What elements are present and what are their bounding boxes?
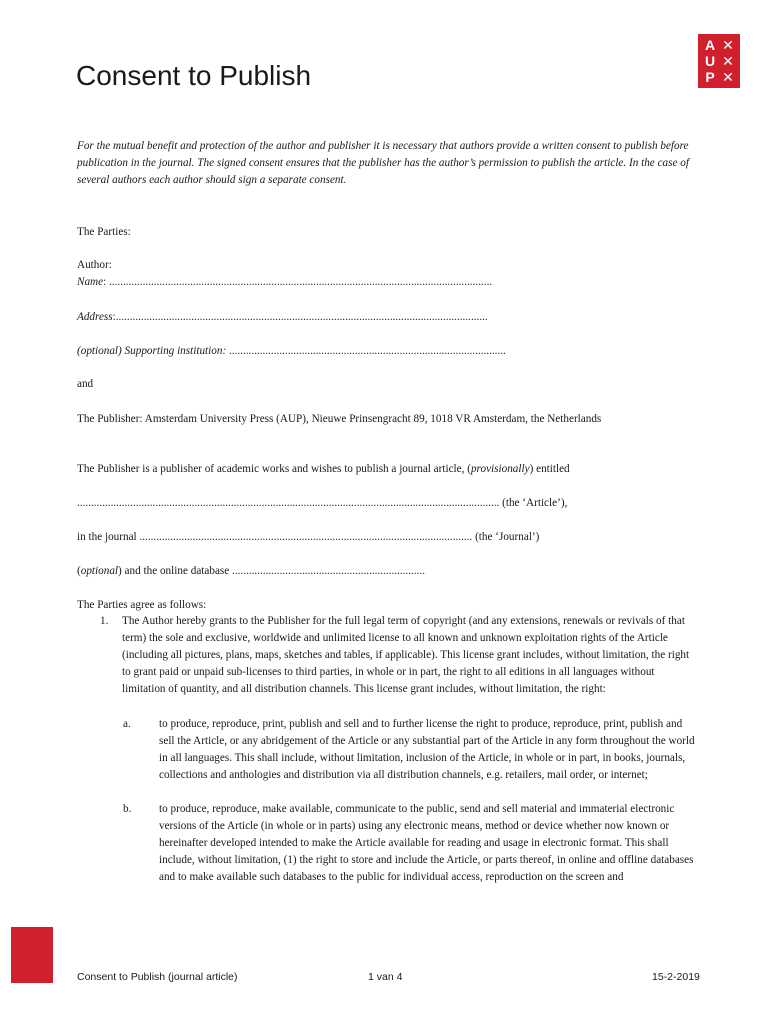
address-field[interactable] <box>77 309 488 326</box>
institution-dots: ................................................................................................... <box>226 345 506 357</box>
logo-cross-icon: ✕ <box>722 37 734 53</box>
publisher-wishes-line <box>77 461 570 478</box>
intro-paragraph: For the mutual benefit and protection of the author and publisher it is necessary that authors provide a written consent to publish before publication in the journal. The signed consent ensures that the publisher has the author’s permission to publish the article. In the case of several authors each author should sign a separate consent. <box>77 140 689 186</box>
name-label: Name <box>77 276 104 288</box>
journal-field[interactable]: in the journal ....................................................................................................................... (the ‘Journal’) <box>77 531 540 543</box>
logo-letter-p: P <box>705 69 715 85</box>
name-field[interactable] <box>77 274 492 291</box>
footer-page-number: 1 van 4 <box>368 971 403 983</box>
clause-1b-number: b. <box>123 803 132 815</box>
logo-cross-icon: ✕ <box>722 69 734 85</box>
clause-1a <box>123 716 696 784</box>
institution-field[interactable] <box>77 343 506 360</box>
database-line-text: ) and the online database ..................................................................... <box>118 565 426 577</box>
address-label: Address <box>77 311 113 323</box>
clause-1a-number: a. <box>123 718 131 730</box>
clause-1b-text: to produce, reproduce, make available, communicate to the public, send and sell material and immaterial electronic versions of the Article (in whole or in parts) using any electronic means, method or device whether now known or hereinafter developed intended to make the Article available for reading and usage in electronic format. This shall include, without limitation, (1) the right to store and include the Article, or parts thereof, in online and offline databases and to make available such databases to the public for individual access, reproduction on the screen and <box>159 803 694 883</box>
and-text: and <box>77 378 94 390</box>
author-label: Author: <box>77 259 112 271</box>
footer-doc-title: Consent to Publish (journal article) <box>77 971 238 983</box>
agree-label: The Parties agree as follows: <box>77 599 207 611</box>
logo-letter-a: A <box>704 37 716 53</box>
clause-1a-text: to produce, reproduce, print, publish and sell and to further license the right to produce, reproduce, print, publish and sell the Article, or any abridgement of the Article or any substantial part of the Article in any form throughout the world in all languages. This shall include, without limitation, inclusion of the Article, in whole or in part, in books, journals, collections and anthologies and distribution via all distribution channels, e.g. retailers, mail order, or internet; <box>159 718 695 781</box>
logo-letter-u: U <box>704 53 716 69</box>
database-field[interactable]: (optional) and the online database ..................................................................... <box>77 565 426 577</box>
publisher-paragraph: The Publisher: Amsterdam University Press (AUP), Nieuwe Prinsengracht 89, 1018 VR Amsterdam, the Netherlands <box>77 413 602 425</box>
address-dots: :..................................................................................................................................... <box>112 311 488 323</box>
page-title: Consent to Publish <box>76 60 312 91</box>
clause-1 <box>100 613 698 698</box>
publisher-wishes-post: ) entitled <box>529 463 570 475</box>
parties-label: The Parties: <box>77 226 131 238</box>
red-stamp-decoration <box>11 927 53 983</box>
institution-label: (optional) Supporting institution: <box>77 345 227 357</box>
clause-1-number: 1. <box>100 615 109 627</box>
clause-1b <box>123 801 696 886</box>
article-title-field[interactable]: ....................................................................................................................................................... (the ‘Article’), <box>77 497 568 509</box>
publisher-wishes-pre: The Publisher is a publisher of academic works and wishes to publish a journal article, ( <box>77 463 471 475</box>
logo-cross-icon: ✕ <box>722 53 734 69</box>
name-dots: : ......................................................................................................................................... <box>103 276 493 288</box>
optional-text: optional <box>80 565 119 577</box>
clause-1-text: The Author hereby grants to the Publisher for the full legal term of copyright (and any extensions, renewals or revivals of that term) the sole and exclusive, worldwide and unlimited license to all known and unknown exploitation rights of the Article (including all pictures, plans, maps, sketches and tables, if applicable). This license grant includes, without limitation, the right to grant paid or unpaid sub-licenses to third parties, in whole or in part, the right to all editions in all languages without limitation of quantity, and all distribution channels. This license grant includes, without limitation, the right: <box>122 615 690 695</box>
aup-logo <box>698 34 740 88</box>
provisionally-text: provisionally <box>470 463 530 475</box>
footer-date: 15-2-2019 <box>652 971 700 983</box>
